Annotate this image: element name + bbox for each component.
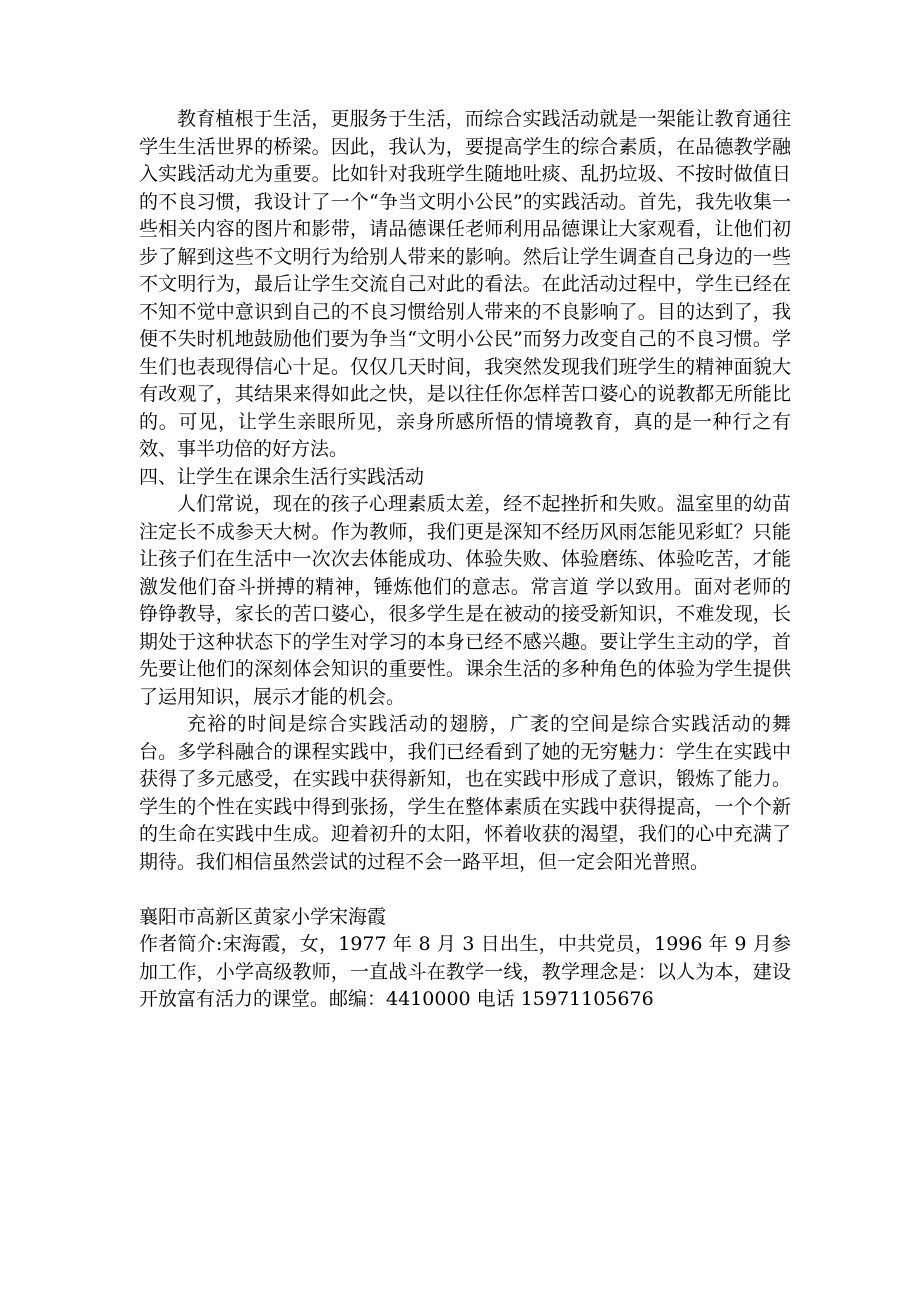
section-heading-4: 四、让学生在课余生活行实践活动 <box>139 465 425 488</box>
author-line: 襄阳市高新区黄家小学宋海霞 <box>139 905 387 928</box>
blank-line <box>139 876 791 904</box>
paragraph-after-school: 人们常说，现在的孩子心理素质太差，经不起挫折和失败。温室里的幼苗注定长不成参天大树。作为教师，我们更是深知不经历风雨怎能见彩虹？只能让孩子们在生活中一次次去体能成功、体验失败、体验磨练、体验吃苦，才能激发他们奋斗拼搏的精神，锤炼他们的意志。常言道 学以致用。面对老师的铮铮教导，家长的苦口婆心，很多学生是在被动的接受新知识，不难发现，长期处于这种状态下的学生对学习的本身已经不感兴趣。要让学生主动的学，首先要让他们的深刻体会知识的重要性。课余生活的多种角色的体验为学生提供了运用知识，展示才能的机会。 <box>139 493 791 708</box>
author-bio: 作者简介:宋海霞，女，1977 年 8 月 3 日出生，中共党员，1996 年 9 月参加工作，小学高级教师，一直战斗在教学一线，教学理念是：以人为本，建设开放富有活力的课堂。邮编：4410000 电话 15971105676 <box>139 933 791 1010</box>
paragraph-education-life: 教育植根于生活，更服务于生活，而综合实践活动就是一架能让教育通往学生生活世界的桥梁。因此，我认为，要提高学生的综合素质，在品德教学融入实践活动尤为重要。比如针对我班学生随地吐痰、乱扔垃圾、不按时做值日的不良习惯，我设计了一个“争当文明小公民”的实践活动。首先，我先收集一些相关内容的图片和影带，请品德课任老师利用品德课让大家观看，让他们初步了解到这些不文明行为给别人带来的影响。然后让学生调查自己身边的一些不文明行为，最后让学生交流自己对此的看法。在此活动过程中，学生已经在不知不觉中意识到自己的不良习惯给别人带来的不良影响了。目的达到了，我便不失时机地鼓励他们要为争当“文明小公民”而努力改变自己的不良习惯。学生们也表现得信心十足。仅仅几天时间，我突然发现我们班学生的精神面貌大有改观了，其结果来得如此之快，是以往任你怎样苦口婆心的说教都无所能比的。可见，让学生亲眼所见，亲身所感所悟的情境教育，真的是一种行之有效、事半功倍的好方法。 <box>139 108 791 460</box>
paragraph-conclusion: 充裕的时间是综合实践活动的翅膀，广袤的空间是综合实践活动的舞台。多学科融合的课程实践中，我们已经看到了她的无穷魅力：学生在实践中获得了多元感受，在实践中获得新知，也在实践中形成了意识，锻炼了能力。学生的个性在实践中得到张扬，学生在整体素质在实践中获得提高，一个个新的生命在实践中生成。迎着初升的太阳，怀着收获的渴望，我们的心中充满了期待。我们相信虽然尝试的过程不会一路平坦，但一定会阳光普照。 <box>139 713 791 873</box>
document-page <box>139 106 791 1014</box>
